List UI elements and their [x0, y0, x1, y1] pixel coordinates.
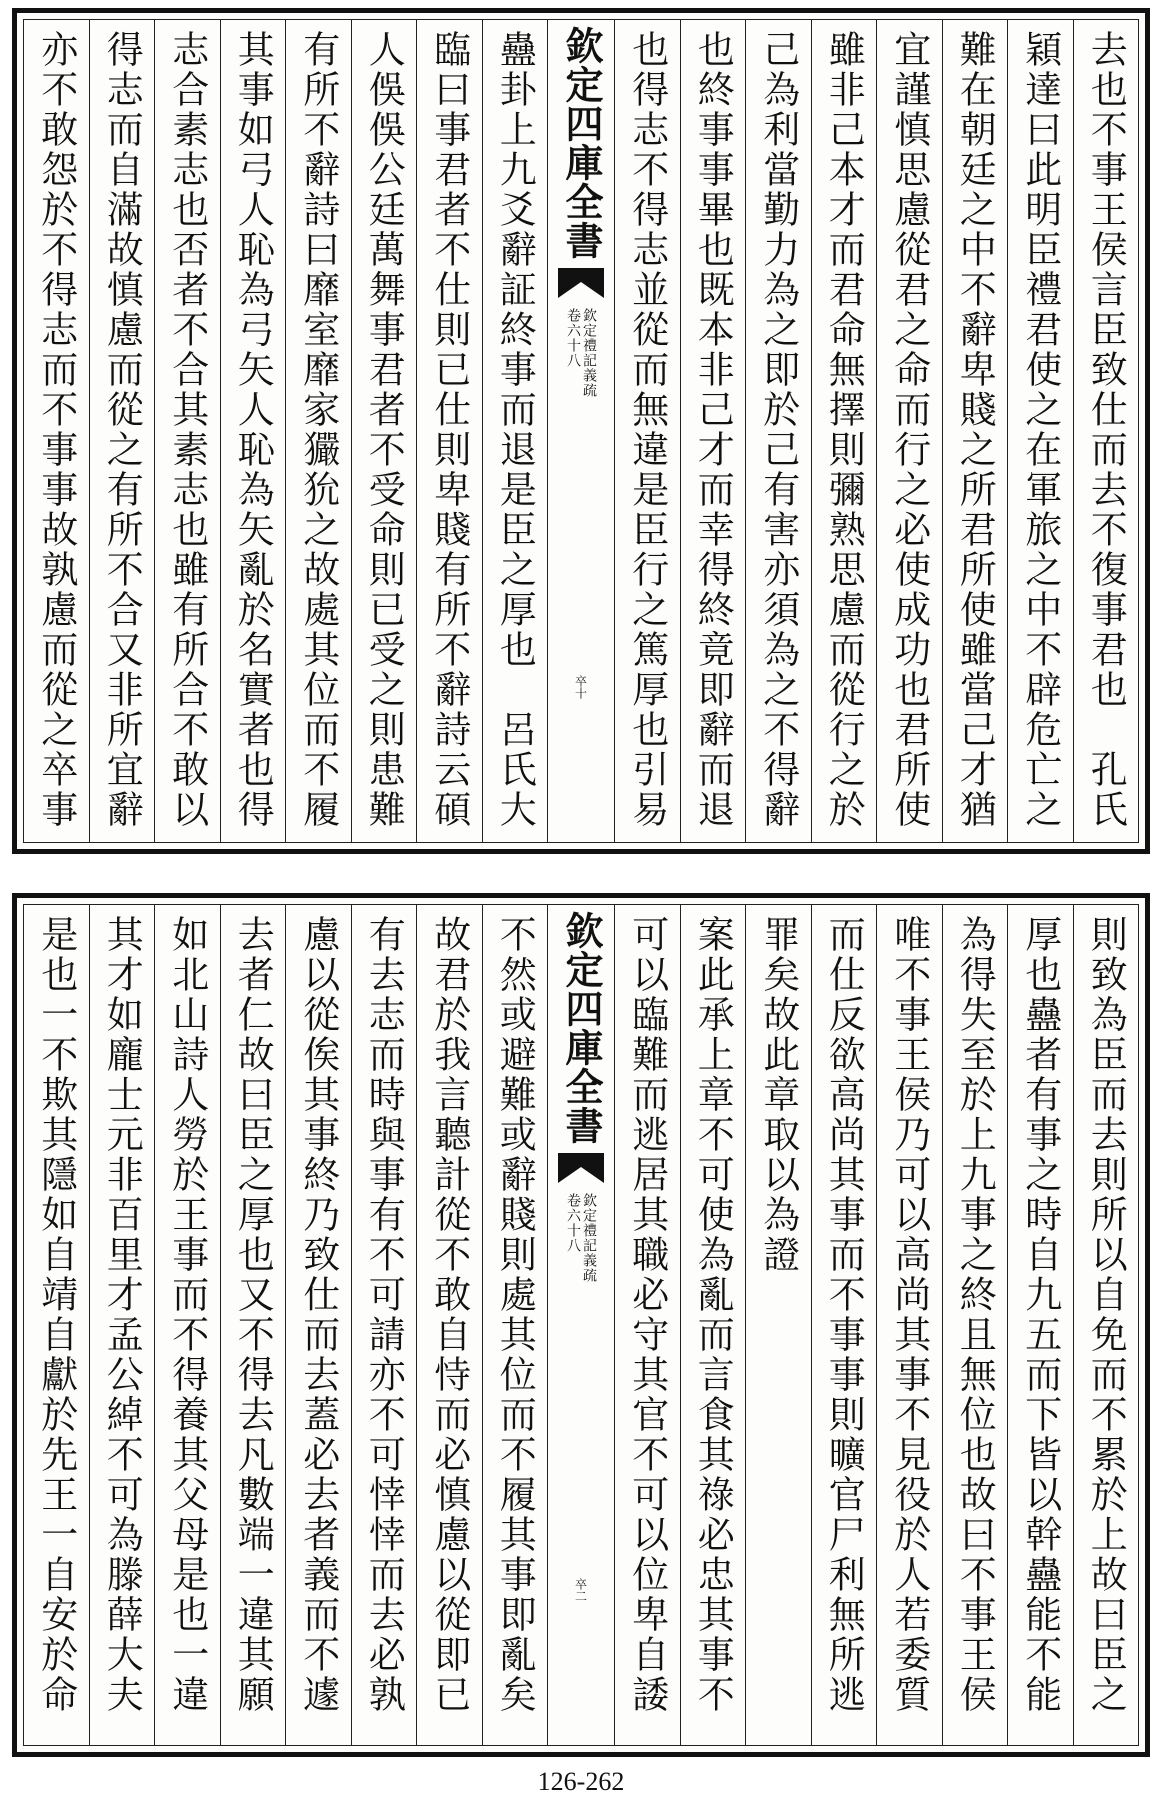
- top-page-columns: [23, 19, 1139, 843]
- text-column: [351, 20, 417, 842]
- column-text: 如北山詩人勞於王事而不得養其父母是也一違: [165, 915, 209, 1715]
- leaf-number-text: 卒二: [573, 1578, 588, 1602]
- chapter-name: 欽定禮記義疏: [581, 308, 597, 398]
- volume-name: 卷六十八: [565, 308, 581, 368]
- chapter-block: [566, 1193, 596, 1283]
- column-text: 為得失至於上九事之終且無位也故曰不事王侯: [953, 915, 997, 1715]
- column-text: 去也不事王侯言臣致仕而去不復事君也 孔氏: [1084, 30, 1128, 830]
- column-text: 有去志而時與事有不可請亦不可悻悻而去必孰: [362, 915, 406, 1715]
- text-column: [1073, 20, 1139, 842]
- text-column: [482, 905, 548, 1745]
- column-text: 亦不敢怨於不得志而不事事故孰慮而從之卒事: [34, 30, 78, 830]
- text-column: [1073, 905, 1139, 1745]
- text-column: [614, 20, 680, 842]
- chapter-name: 欽定禮記義疏: [581, 1193, 597, 1283]
- column-text: 有所不辭詩曰靡室靡家玁狁之故處其位而不履: [296, 30, 340, 830]
- text-column: [220, 905, 286, 1745]
- book-title: 欽定四庫全書: [559, 911, 604, 1145]
- text-column: [745, 905, 811, 1745]
- bottom-page: [12, 893, 1150, 1757]
- fish-tail-mark-icon: [558, 1153, 604, 1187]
- column-text: 是也一不欺其隱如自靖自獻於先王一自安於命: [34, 915, 78, 1715]
- volume-name: 卷六十八: [565, 1193, 581, 1253]
- text-column: [285, 20, 351, 842]
- column-text: 慮以從俟其事終乃致仕而去蓋必去者義而不遽: [296, 915, 340, 1715]
- text-column: [876, 905, 942, 1745]
- column-text: 穎達曰此明臣禮君使之在軍旅之中不辟危亡之: [1018, 30, 1062, 830]
- column-text: 得志而自滿故慎慮而從之有所不合又非所宜辭: [100, 30, 144, 830]
- center-fold: [547, 905, 614, 1745]
- column-text: 蠱卦上九爻辭証終事而退是臣之厚也 呂氏大: [493, 30, 537, 830]
- text-column: [220, 20, 286, 842]
- book-title: 欽定四庫全書: [559, 26, 604, 260]
- top-page: [12, 8, 1150, 854]
- center-fold: [547, 20, 614, 842]
- column-text: 其事如弓人恥為弓矢人恥為矢亂於名實者也得: [231, 30, 275, 830]
- column-text: 志合素志也否者不合其素志也雖有所合不敢以: [165, 30, 209, 830]
- bottom-page-columns: [23, 904, 1139, 1746]
- text-column: [285, 905, 351, 1745]
- column-text: 難在朝廷之中不辭卑賤之所君所使雖當己才猶: [953, 30, 997, 830]
- column-text: 其才如龐士元非百里才孟公綽不可為滕薛大夫: [100, 915, 144, 1715]
- text-column: [811, 20, 877, 842]
- column-text: 厚也蠱者有事之時自九五而下皆以幹蠱能不能: [1018, 915, 1062, 1715]
- column-text: 也得志不得志並從而無違是臣行之篤厚也引易: [625, 30, 669, 830]
- text-column: [154, 20, 220, 842]
- text-column: [745, 20, 811, 842]
- column-text: 罪矣故此章取以為證: [756, 915, 800, 1275]
- leaf-number: [548, 1578, 614, 1605]
- column-text: 也終事事畢也既本非己才而幸得終竟即辭而退: [691, 30, 735, 830]
- leaf-number: [548, 675, 614, 702]
- column-text: 故君於我言聽計從不敢自恃而必慎慮以從即已: [427, 915, 471, 1715]
- text-column: [482, 20, 548, 842]
- column-text: 臨曰事君者不仕則已仕則卑賤有所不辭詩云碩: [427, 30, 471, 830]
- column-text: 雖非己本才而君命無擇則彌熟思慮而從行之於: [822, 30, 866, 830]
- text-column: [416, 905, 482, 1745]
- fish-tail-mark-icon: [558, 268, 604, 302]
- text-column: [1007, 20, 1073, 842]
- text-column: [154, 905, 220, 1745]
- column-text: 己為利當勤力為之即於己有害亦須為之不得辭: [756, 30, 800, 830]
- text-column: [942, 20, 1008, 842]
- chapter-block: [566, 308, 596, 398]
- text-column: [680, 905, 746, 1745]
- text-column: [811, 905, 877, 1745]
- text-column: [876, 20, 942, 842]
- text-column: [24, 905, 89, 1745]
- page-number: 126-262: [537, 1767, 625, 1796]
- column-text: 人俁俁公廷萬舞事君者不受命則已受之則患難: [362, 30, 406, 830]
- column-text: 不然或避難或辭賤則處其位而不履其事即亂矣: [493, 915, 537, 1715]
- text-column: [89, 20, 155, 842]
- column-text: 可以臨難而逃居其職必守其官不可以位卑自諉: [625, 915, 669, 1715]
- text-column: [1007, 905, 1073, 1745]
- text-column: [416, 20, 482, 842]
- column-text: 唯不事王侯乃可以高尚其事不見役於人若委質: [887, 915, 931, 1715]
- text-column: [942, 905, 1008, 1745]
- text-column: [24, 20, 89, 842]
- column-text: 而仕反欲高尚其事而不事事則曠官尸利無所逃: [822, 915, 866, 1715]
- text-column: [351, 905, 417, 1745]
- text-column: [89, 905, 155, 1745]
- text-column: [614, 905, 680, 1745]
- text-column: [680, 20, 746, 842]
- column-text: 案此承上章不可使為亂而言食其祿必忠其事不: [691, 915, 735, 1715]
- column-text: 宜謹慎思慮從君之命而行之必使成功也君所使: [887, 30, 931, 830]
- column-text: 去者仁故曰臣之厚也又不得去凡數端一違其願: [231, 915, 275, 1715]
- column-text: 則致為臣而去則所以自免而不累於上故曰臣之: [1084, 915, 1128, 1715]
- leaf-number-text: 卒十: [573, 675, 588, 699]
